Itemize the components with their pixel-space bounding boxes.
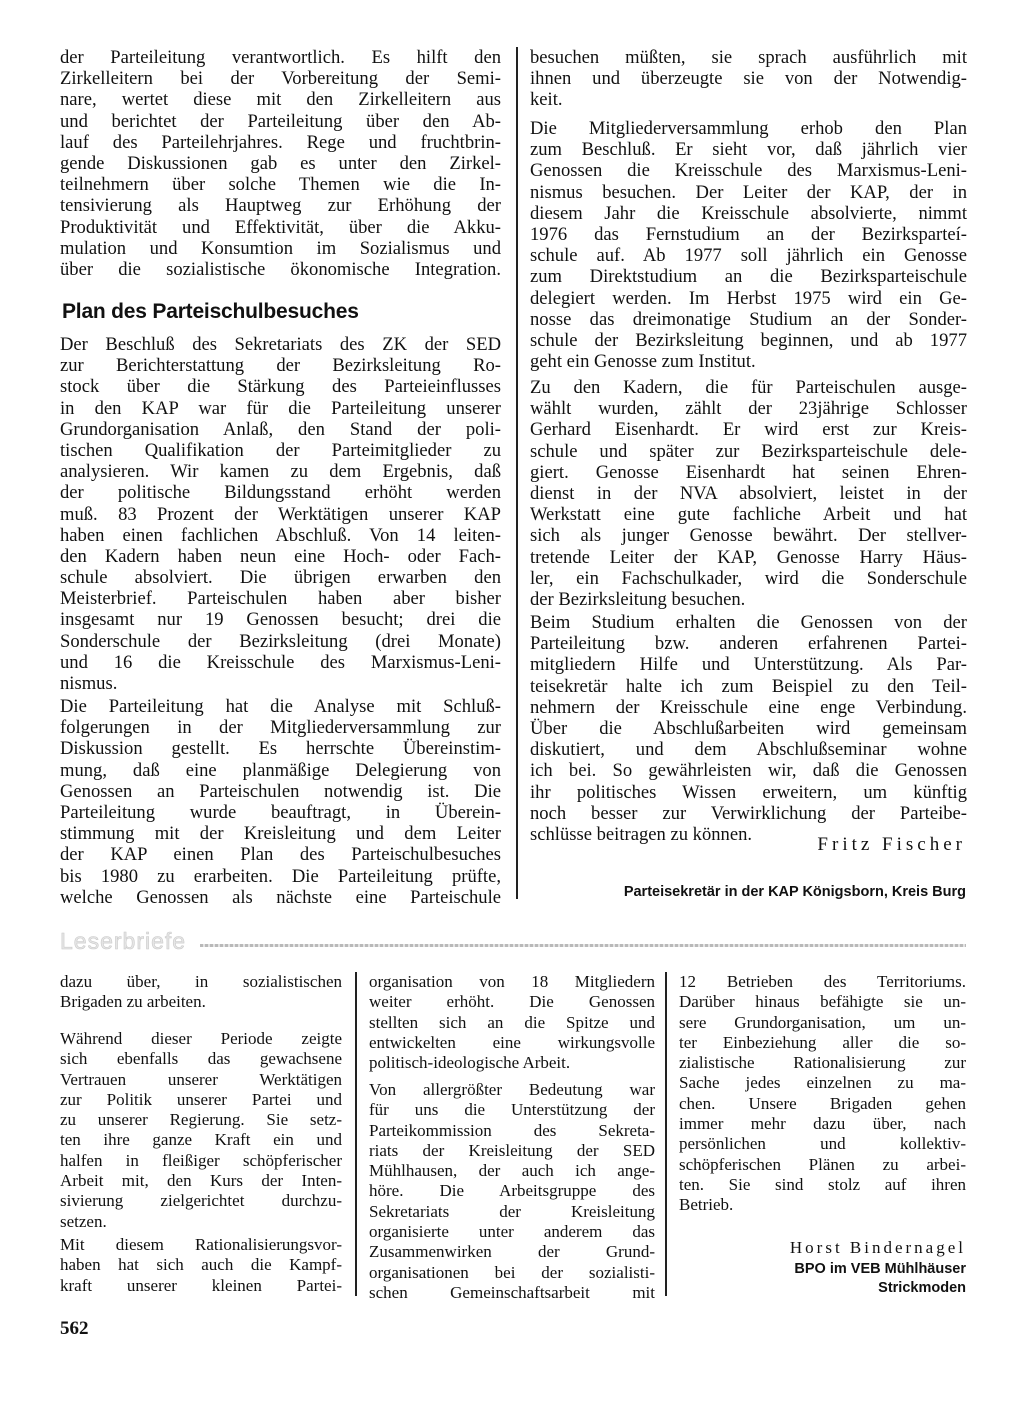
text-line: der Bezirksleitung besuchen. [530, 588, 746, 610]
text-line: Zusammenwirken der Grund- [369, 1242, 655, 1262]
text-line: für uns die Unterstützung der [369, 1100, 655, 1120]
text-line: Sache jedes einzelnen zu ma- [679, 1073, 966, 1093]
text-line: wählt wurden, zählt der 23jährige Schlosser [530, 398, 967, 420]
text-line: zur Berichterstattung der Bezirksleitung Ro- [60, 355, 501, 377]
text-line: Parteileitung bzw. anderen erfahrenen Partei- [530, 633, 967, 655]
text-line: Sekretariats der Kreisleitung [369, 1201, 655, 1221]
text-line: Darüber hinaus befähigte sie un- [679, 992, 966, 1012]
text-line: Sonderschule der Bezirksleitung (drei Monate) [60, 630, 501, 652]
text-line: weiter erhöht. Die Genossen [369, 992, 655, 1012]
text-line: chen. Unsere Brigaden gehen [679, 1093, 966, 1113]
text-line: Brigaden zu arbeiten. [60, 992, 206, 1012]
text-line: tensivierung als Hauptweg zur Erhöhung der [60, 195, 501, 217]
text-line: haben hat sich auch die Kampf- [60, 1255, 342, 1275]
text-line: zialistische Rationalisierung zur [679, 1053, 966, 1073]
text-line: setzen. [60, 1211, 107, 1231]
text-line: organisationen bei der sozialisti- [369, 1262, 655, 1282]
text-line: gende Diskussionen gab es unter den Zirkel- [60, 152, 501, 174]
text-line: 1976 das Fernstudium an der Bezirksparteí- [530, 223, 967, 245]
text-line: schule und später zur Bezirksparteischule dele- [530, 440, 967, 462]
text-line: analysieren. Wir kamen zu dem Ergebnis, daß [60, 461, 501, 483]
text-line: welche Genossen als nächste eine Parteischule [60, 886, 501, 908]
section-label: Leserbriefe [60, 928, 187, 954]
text-line: muß. 83 Prozent der Werktätigen unserer KAP [60, 503, 501, 525]
text-line: sich ebenfalls das gewachsene [60, 1049, 342, 1069]
text-line: ter Einbeziehung aller die so- [679, 1032, 966, 1052]
text-line: und berichtet der Parteileitung über den Ab- [60, 110, 501, 132]
text-line: sivierung zielgerichtet durchzu- [60, 1191, 342, 1211]
text-line: giert. Genosse Eisenhardt hat seinen Ehren- [530, 461, 967, 483]
text-line: nare, wertet diese mit den Zirkelleitern aus [60, 89, 501, 111]
text-line: stellten sich an die Spitze und [369, 1012, 655, 1032]
text-line: Betrieb. [679, 1195, 734, 1215]
letter-author-role: BPO im VEB Mühlhäuser [794, 1261, 966, 1277]
text-line: Mühlhausen, der auch ich ange- [369, 1161, 655, 1181]
letter-author-role: Strickmoden [878, 1280, 966, 1296]
text-line: der Parteileitung verantwortlich. Es hilft den [60, 47, 501, 68]
text-line: noch besser zur Verwirklichung der Parteibe- [530, 802, 967, 824]
text-line: Beim Studium erhalten die Genossen von der [530, 612, 967, 633]
text-line: teilnehmern über solche Themen wie die In- [60, 174, 501, 196]
text-line: Mit diesem Rationalisierungsvor- [60, 1235, 342, 1254]
text-line: diskutiert, und dem Abschlußseminar wohne [530, 739, 967, 761]
article-paragraph [60, 47, 501, 280]
text-line: über die sozialistische ökonomische Integration. [60, 258, 501, 280]
text-line: organisation von 18 Mitgliedern [369, 972, 655, 991]
text-line: Werkstatt eine gute fachliche Arbeit und hat [530, 504, 967, 526]
article-paragraph [60, 334, 501, 694]
text-line: geht ein Genosse zum Institut. [530, 351, 756, 373]
text-line: Produktivität und Effektivität, über die Akku- [60, 216, 501, 238]
text-line: ler, ein Fachschulkader, wird die Sonderschule [530, 567, 967, 589]
text-line: bis 1980 zu erarbeiten. Die Parteileitung prüfte, [60, 865, 501, 887]
text-line: mung, daß eine planmäßige Delegierung von [60, 759, 501, 781]
text-line: sere Grundorganisation, um un- [679, 1012, 966, 1032]
text-line: ich bei. So gewährleisten wir, daß die Genossen [530, 760, 967, 782]
text-line: der KAP einen Plan des Parteischulbesuches [60, 844, 501, 866]
column-divider [665, 972, 667, 1296]
text-line: nosse das dreimonatige Studium an der Sonder- [530, 308, 967, 330]
text-line: nismus besuchen. Der Leiter der KAP, der in [530, 181, 967, 203]
article-author-role: Parteisekretär in der KAP Königsborn, Kreis Burg [623, 884, 966, 900]
text-line: persönlichen und kollektiv- [679, 1134, 966, 1154]
text-line: keit. [530, 89, 563, 111]
column-divider [516, 47, 518, 899]
text-line: Die Mitgliederversammlung erhob den Plan [530, 118, 967, 139]
article-paragraph [60, 696, 501, 908]
letter-paragraph [60, 1235, 342, 1296]
text-line: insgesamt nur 19 Genossen besucht; drei die [60, 609, 501, 631]
text-line: diesem Jahr die Kreisschule absolvierte, nimmt [530, 202, 967, 224]
text-line: Zu den Kadern, die für Parteischulen ausge- [530, 377, 967, 398]
text-line: halfen in fleißiger schöpferischer [60, 1150, 342, 1170]
text-line: schule absolviert. Die übrigen erwarben den [60, 567, 501, 589]
text-line: organisierte unter anderem das [369, 1222, 655, 1242]
text-line: Parteikommission des Sekreta- [369, 1120, 655, 1140]
text-line: sich als junger Genosse bewährt. Der stellver- [530, 525, 967, 547]
section-heading: Plan des Parteischulbesuches [62, 300, 359, 323]
text-line: Von allergrößter Bedeutung war [369, 1080, 655, 1099]
text-line: höre. Die Arbeitsgruppe des [369, 1181, 655, 1201]
text-line: folgerungen in der Mitgliederversammlung zur [60, 717, 501, 739]
article-paragraph [530, 118, 967, 372]
text-line: schule auf. Ab 1977 soll jährlich ein Genosse [530, 245, 967, 267]
text-line: der politische Bildungsstand erhöht werden [60, 482, 501, 504]
text-line: riats der Kreisleitung der SED [369, 1140, 655, 1160]
text-line: zum Beschluß. Er sieht vor, daß jährlich vier [530, 139, 967, 161]
text-line: stimmung mit der Kreisleitung und dem Leiter [60, 823, 501, 845]
text-line: tischen Qualifikation der Parteimitglieder zu [60, 439, 501, 461]
text-line: haben einen fachlichen Abschluß. Von 14 leiten- [60, 524, 501, 546]
text-line: zum Direktstudium an die Bezirksparteischule [530, 266, 967, 288]
article-paragraph [530, 377, 967, 610]
text-line: dazu über, in sozialistischen [60, 972, 342, 991]
letter-paragraph [60, 1029, 342, 1232]
text-line: mulation und Konsumtion im Sozialismus und [60, 237, 501, 259]
text-line: Meisterbrief. Parteischulen haben aber bisher [60, 588, 501, 610]
text-line: stock über die Stärkung des Parteieinflusses [60, 376, 501, 398]
text-line: Während dieser Periode zeigte [60, 1029, 342, 1048]
text-line: kraft unserer kleinen Partei- [60, 1275, 342, 1295]
text-line: besuchen müßten, sie sprach ausführlich mit [530, 47, 967, 68]
text-line: zu unserer Regierung. Sie setz- [60, 1110, 342, 1130]
text-line: tretende Leiter der KAP, Genosse Harry Häus- [530, 546, 967, 568]
text-line: ten. Sie sind stolz auf ihren [679, 1174, 966, 1194]
article-author: Fritz Fischer [817, 834, 966, 855]
letter-author: Horst Bindernagel [789, 1238, 966, 1257]
letter-paragraph [369, 1080, 655, 1303]
text-line: teisekretär halte ich zum Beispiel zu den Teil- [530, 675, 967, 697]
text-line: Über die Abschlußarbeiten wird gemeinsam [530, 717, 967, 739]
text-line: Der Beschluß des Sekretariats des ZK der SED [60, 334, 501, 355]
text-line: schen Gemeinschaftsarbeit mit [369, 1282, 655, 1302]
text-line: schlüsse beitragen zu können. [530, 823, 753, 845]
text-line: mitgliedern Hilfe und Unterstützung. Als Par- [530, 654, 967, 676]
article-paragraph [530, 47, 967, 111]
text-line: ten ihre ganze Kraft ein und [60, 1130, 342, 1150]
text-line: 12 Betrieben des Territoriums. [679, 972, 966, 991]
text-line: schule der Bezirksleitung beginnen, und ab 1977 [530, 329, 967, 351]
text-line: immer mehr dazu über, nach [679, 1114, 966, 1134]
text-line: Vertrauen unserer Werktätigen [60, 1069, 342, 1089]
text-line: nehmern der Kreisschule eine enge Verbindung. [530, 696, 967, 718]
page-number: 562 [60, 1318, 89, 1339]
text-line: ihnen und überzeugte sie von der Notwendig- [530, 68, 967, 90]
letter-paragraph [60, 972, 342, 1013]
text-line: Grundorganisation Anlaß, den Stand der poli- [60, 418, 501, 440]
text-line: Parteileitung wurde beauftragt, in Überein- [60, 801, 501, 823]
text-line: Gerhard Eisenhardt. Er wird erst zur Kreis- [530, 419, 967, 441]
text-line: Die Parteileitung hat die Analyse mit Schluß- [60, 696, 501, 717]
article-paragraph [530, 612, 967, 845]
text-line: und 16 die Kreisschule des Marxismus-Leni- [60, 651, 501, 673]
text-line: nismus. [60, 673, 118, 694]
text-line: entwickelten eine wirkungsvolle [369, 1032, 655, 1052]
text-line: Arbeit mit, den Kurs der Inten- [60, 1171, 342, 1191]
text-line: den Kadern haben neun eine Hoch- oder Fach- [60, 545, 501, 567]
text-line: Diskussion gestellt. Es herrschte Übereinstim- [60, 738, 501, 760]
text-line: in den KAP war für die Parteileitung unserer [60, 397, 501, 419]
text-line: ihr politisches Wissen erweitern, um künftig [530, 781, 967, 803]
text-line: Zirkelleitern bei der Vorbereitung der Semi- [60, 68, 501, 90]
text-line: zur Politik unserer Partei und [60, 1089, 342, 1109]
text-line: delegiert werden. Im Herbst 1975 wird ein Ge- [530, 287, 967, 309]
text-line: dienst in der NVA absolviert, leistet in der [530, 482, 967, 504]
letter-paragraph [369, 972, 655, 1073]
text-line: schöpferischen Plänen zu arbei- [679, 1154, 966, 1174]
text-line: politisch-ideologische Arbeit. [369, 1053, 571, 1073]
text-line: Genossen an Parteischulen notwendig ist. Die [60, 780, 501, 802]
section-divider [200, 944, 966, 947]
text-line: Genossen die Kreisschule des Marxismus-Leni- [530, 160, 967, 182]
letter-paragraph [679, 972, 966, 1216]
column-divider [355, 972, 357, 1296]
text-line: lauf des Parteilehrjahres. Rege und fruchtbrin- [60, 131, 501, 153]
